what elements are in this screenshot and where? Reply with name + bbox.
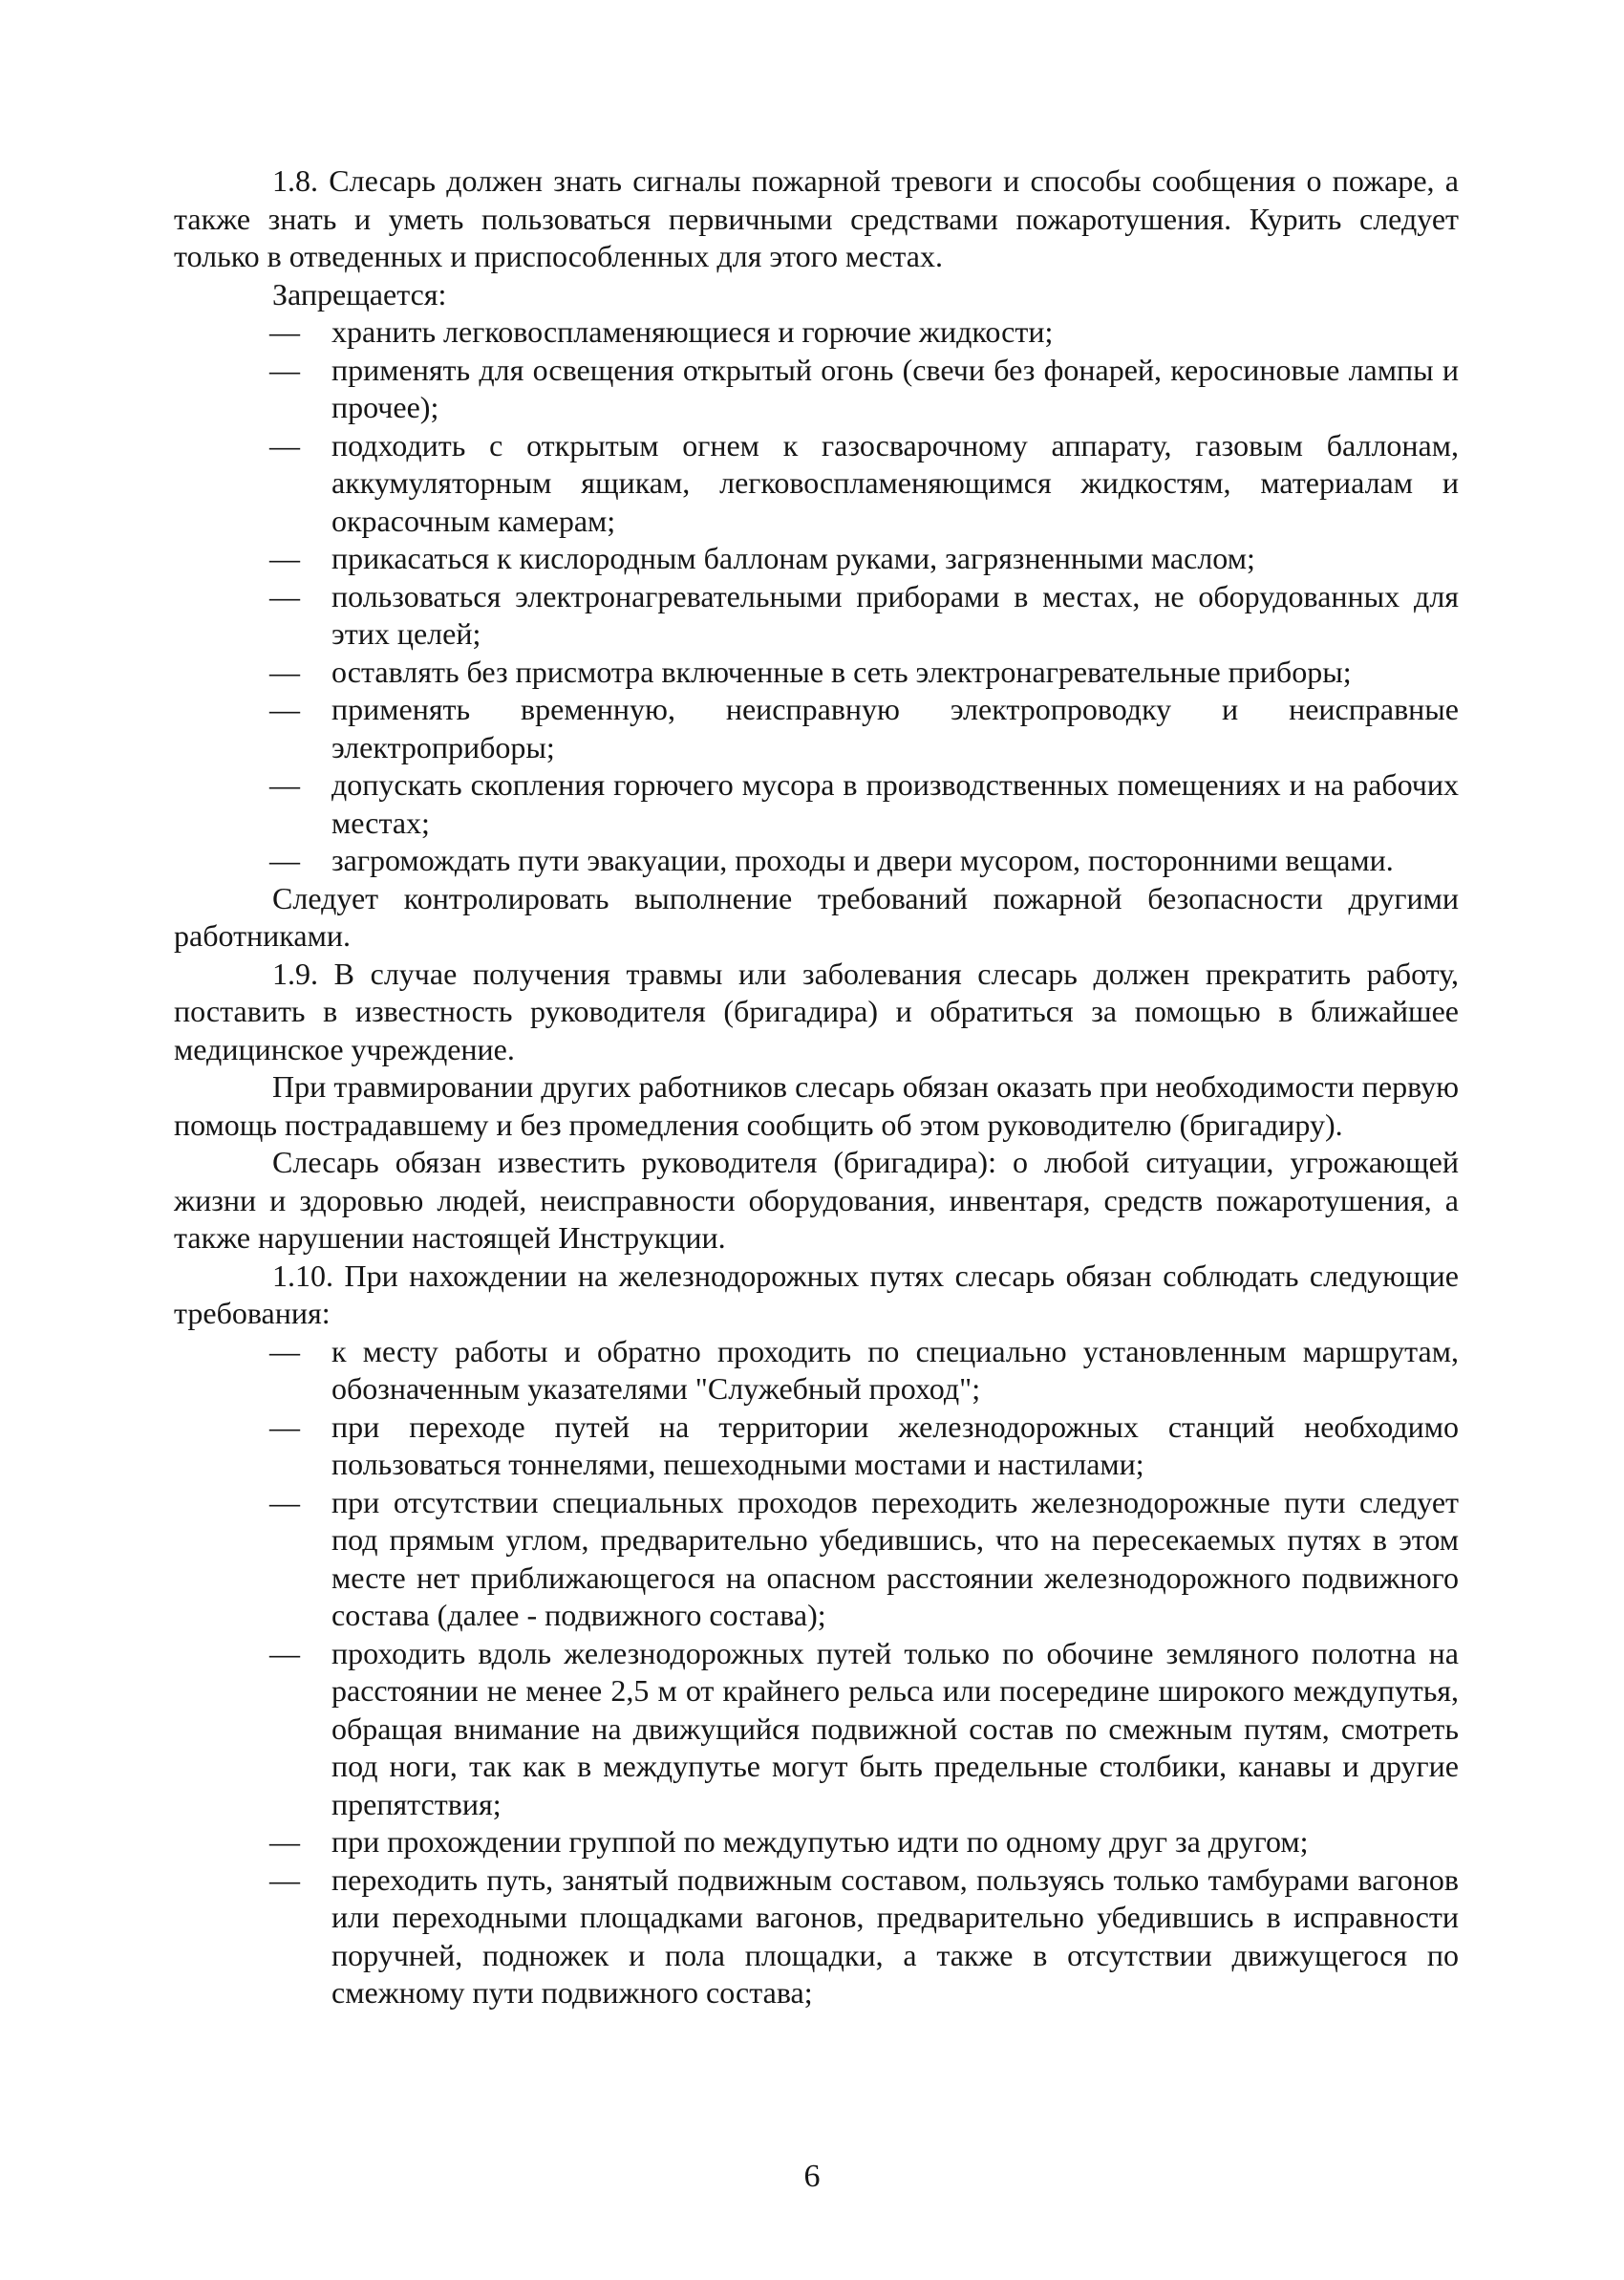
dash-marker: —: [269, 427, 300, 462]
list-item: [174, 1861, 1459, 2012]
list-item-text: допускать скопления горючего мусора в производственных помещениях и на рабочих местах;: [331, 767, 1459, 840]
page-number: 6: [803, 2159, 821, 2194]
list-item: [174, 654, 1459, 692]
dash-marker: —: [269, 578, 300, 613]
list-item: [174, 1823, 1459, 1861]
list-item: [174, 1484, 1459, 1635]
list-item: [174, 313, 1459, 352]
dash-marker: —: [269, 1635, 300, 1670]
list-item: [174, 352, 1459, 427]
list-item-text: к месту работы и обратно проходить по специально установленным маршрутам, обозначенным указателями "Служебный проход";: [331, 1333, 1459, 1406]
list-item: [174, 1333, 1459, 1409]
list-item-text: прикасаться к кислородным баллонам руками, загрязненными маслом;: [331, 541, 1255, 575]
dash-marker: —: [269, 767, 300, 802]
list-item: [174, 691, 1459, 766]
paragraph-1-10: 1.10. При нахождении на железнодорожных путях слесарь обязан соблюдать следующие требования:: [174, 1258, 1459, 1330]
list-item: [174, 578, 1459, 654]
dash-marker: —: [269, 1484, 300, 1519]
railway-requirements-list: [174, 1333, 1459, 2012]
list-item-text: применять для освещения открытый огонь (свечи без фонарей, керосиновые лампы и прочее);: [331, 352, 1459, 424]
paragraph-fire-control: Следует контролировать выполнение требований пожарной безопасности другими работниками.: [174, 880, 1459, 953]
list-item-text: при переходе путей на территории железнодорожных станций необходимо пользоваться тоннелями, пешеходными мостами и настилами;: [331, 1409, 1459, 1481]
dash-marker: —: [269, 1824, 300, 1859]
dash-marker: —: [269, 654, 300, 689]
list-item: [174, 1409, 1459, 1484]
list-item-text: при отсутствии специальных проходов переходить железнодорожные пути следует под прямым углом, предварительно убедившись, что на пересекаемых путях в этом месте нет приближающегося на опасном расстоянии железнодорожного подвижного состава (далее - подвижного состава);: [331, 1484, 1459, 1632]
dash-marker: —: [269, 1409, 300, 1444]
list-item: [174, 766, 1459, 842]
list-item-text: применять временную, неисправную электропроводку и неисправные электроприборы;: [331, 692, 1459, 764]
paragraph-notify: Слесарь обязан известить руководителя (бригадира): о любой ситуации, угрожающей жизни и здоровью людей, неисправности оборудования, инвентаря, средств пожаротушения, а также нарушении настоящей Инструкции.: [174, 1145, 1459, 1255]
dash-marker: —: [269, 1333, 300, 1368]
list-item-text: оставлять без присмотра включенные в сеть электронагревательные приборы;: [331, 654, 1352, 689]
paragraph-injury-others: При травмировании других работников слесарь обязан оказать при необходимости первую помощь пострадавшему и без промедления сообщить об этом руководителю (бригадиру).: [174, 1069, 1459, 1142]
paragraph-1-8: 1.8. Слесарь должен знать сигналы пожарной тревоги и способы сообщения о пожаре, а также знать и уметь пользоваться первичными средствами пожаротушения. Курить следует только в отведенных и приспособленных для этого местах.: [174, 163, 1459, 273]
list-item: [174, 540, 1459, 578]
list-item: [174, 842, 1459, 880]
list-item-text: при прохождении группой по междупутью идти по одному друг за другом;: [331, 1824, 1309, 1859]
dash-marker: —: [269, 314, 300, 349]
dash-marker: —: [269, 1861, 300, 1897]
list-item-text: проходить вдоль железнодорожных путей только по обочине земляного полотна на расстоянии не менее 2,5 м от крайнего рельса или посередине широкого междупутья, обращая внимание на движущийся подвижной состав по смежным путям, смотреть под ноги, так как в междупутье могут быть предельные столбики, канавы и другие препятствия;: [331, 1635, 1459, 1821]
list-item: [174, 427, 1459, 541]
list-item-text: хранить легковоспламеняющиеся и горючие жидкости;: [331, 314, 1054, 349]
paragraph-1-9: 1.9. В случае получения травмы или заболевания слесарь должен прекратить работу, поставить в известность руководителя (бригадира) и обратиться за помощью в ближайшее медицинское учреждение.: [174, 956, 1459, 1066]
document-body: [174, 162, 1459, 2012]
dash-marker: —: [269, 843, 300, 877]
prohibited-label: Запрещается:: [272, 276, 447, 312]
dash-marker: —: [269, 352, 300, 387]
dash-marker: —: [269, 692, 300, 726]
list-item: [174, 1635, 1459, 1824]
list-item-text: переходить путь, занятый подвижным составом, пользуясь только тамбурами вагонов или переходными площадками вагонов, предварительно убедившись в исправности поручней, подножек и пола площадки, а также в отсутствии движущегося по смежному пути подвижного состава;: [331, 1861, 1459, 2010]
prohibited-list: [174, 313, 1459, 880]
list-item-text: загромождать пути эвакуации, проходы и двери мусором, посторонними вещами.: [331, 843, 1394, 877]
list-item-text: подходить с открытым огнем к газосварочному аппарату, газовым баллонам, аккумуляторным ящикам, легковоспламеняющимся жидкостям, материалам и окрасочным камерам;: [331, 427, 1459, 538]
list-item-text: пользоваться электронагревательными приборами в местах, не оборудованных для этих целей;: [331, 578, 1459, 651]
dash-marker: —: [269, 541, 300, 575]
